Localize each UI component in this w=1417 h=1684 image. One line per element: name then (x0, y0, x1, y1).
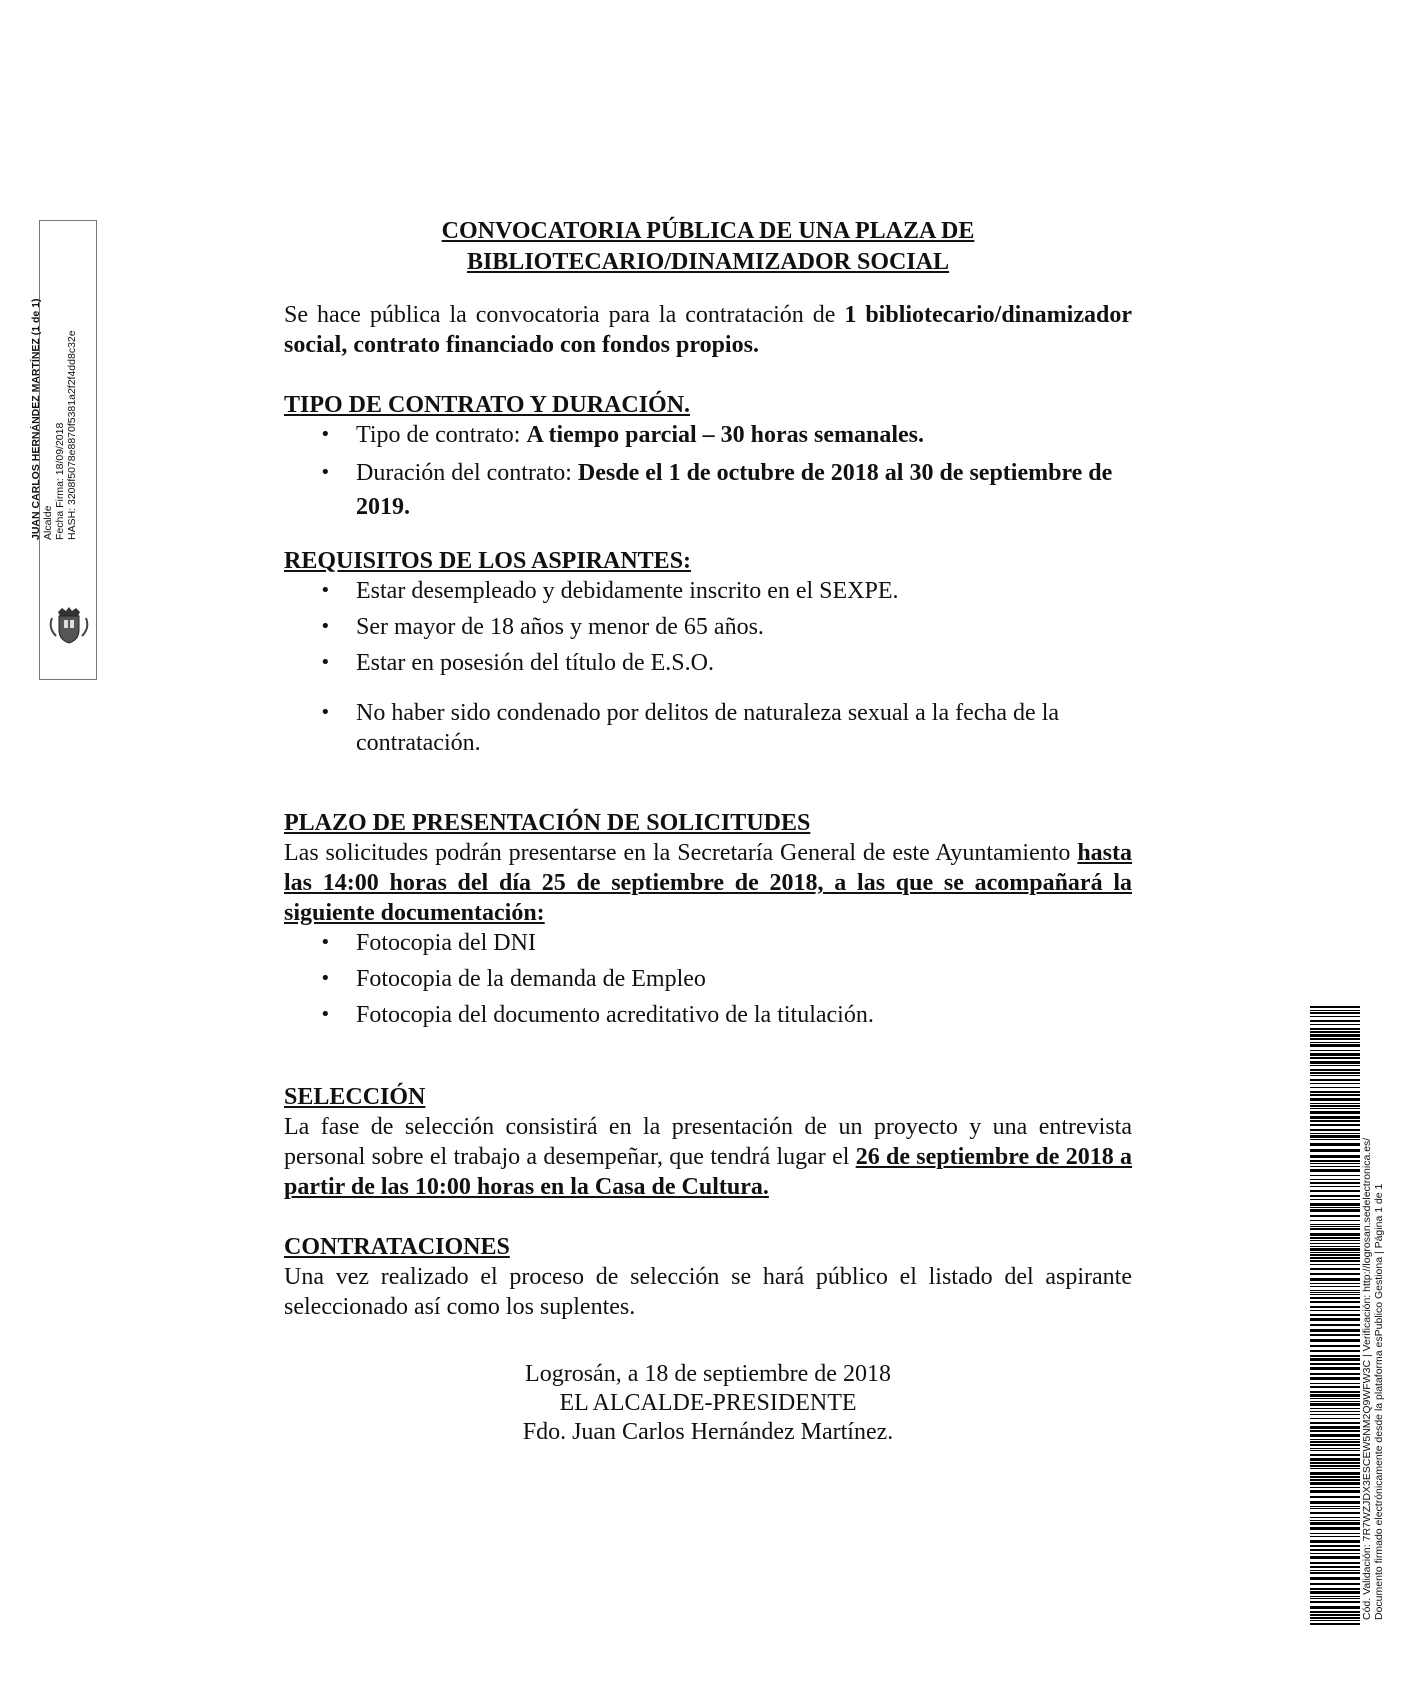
signature-block (284, 1360, 1132, 1447)
signer-title: EL ALCALDE-PRESIDENTE (559, 1390, 857, 1416)
barcode-image (1310, 1006, 1360, 1626)
coat-of-arms-icon (44, 604, 94, 644)
validation-code: Cód. Validación: 7R7WZJDX3ESCEW5NM2Q9WFW3C | Verificación: http://logrosan.sedelectronica.es/ (1361, 1137, 1373, 1620)
section-heading-application-deadline: PLAZO DE PRESENTACIÓN DE SOLICITUDES (284, 810, 811, 836)
contract-type-list (284, 420, 1132, 524)
list-item: • Ser mayor de 18 años y menor de 65 años. (284, 612, 1132, 642)
section-heading-requirements: REQUISITOS DE LOS ASPIRANTES: (284, 548, 692, 574)
list-item: • Fotocopia del DNI (284, 928, 1132, 958)
list-item (284, 420, 1132, 450)
list-item (284, 456, 1132, 524)
deadline-bold-text: hasta las 14:00 horas del día 25 de septiembre de 2018, a las que se acompañará la siguiente documentación: (284, 840, 1132, 926)
intro-paragraph (284, 300, 1132, 360)
list-item: • Estar desempleado y debidamente inscrito en el SEXPE. (284, 576, 1132, 606)
document-title (284, 216, 1132, 278)
signer-role: Alcalde (42, 505, 54, 540)
section-heading-selection: SELECCIÓN (284, 1084, 426, 1110)
signature-date: Fecha Firma: 18/09/2018 (54, 422, 66, 540)
section-heading-hiring: CONTRATACIONES (284, 1234, 510, 1260)
requirements-list (284, 576, 1132, 758)
intro-text: Se hace pública la convocatoria para la contratación de (284, 302, 845, 328)
list-item-label: Tipo de contrato: (356, 422, 527, 448)
place-date: Logrosán, a 18 de septiembre de 2018 (525, 1361, 891, 1387)
list-item-value: A tiempo parcial – 30 horas semanales. (526, 422, 924, 448)
selection-paragraph (284, 1112, 1132, 1202)
validation-text (1361, 1138, 1385, 1620)
validation-platform: Documento firmado electrónicamente desde la plataforma esPublico Gestiona | Página 1 de 1 (1373, 1183, 1385, 1620)
list-item: • Fotocopia del documento acreditativo de la titulación. (284, 1000, 1132, 1030)
selection-text: La fase de selección consistirá en la presentación de un proyecto y una entrevista personal sobre el trabajo a desempeñar, que tendrá lugar el (284, 1114, 1132, 1170)
signature-hash: HASH: 3208f5078e8870f5381a2f2f4dd8c32e (66, 330, 78, 540)
documentation-list (284, 928, 1132, 1030)
deadline-text: Las solicitudes podrán presentarse en la Secretaría General de este Ayuntamiento (284, 840, 1078, 866)
title-line-1: CONVOCATORIA PÚBLICA DE UNA PLAZA DE (441, 218, 975, 244)
hiring-paragraph: Una vez realizado el proceso de selección se hará público el listado del aspirante seleccionado así como los suplentes. (284, 1264, 1132, 1320)
title-line-2: BIBLIOTECARIO/DINAMIZADOR SOCIAL (466, 249, 950, 275)
list-item: • No haber sido condenado por delitos de naturaleza sexual a la fecha de la contratación. (284, 698, 1132, 758)
section-heading-contract-type: TIPO DE CONTRATO Y DURACIÓN. (284, 392, 691, 418)
selection-bold-text: 26 de septiembre de 2018 a partir de las 10:00 horas en la Casa de Cultura. (284, 1144, 1132, 1200)
signed-by: Fdo. Juan Carlos Hernández Martínez. (522, 1419, 894, 1445)
application-deadline-paragraph (284, 838, 1132, 928)
document-body (284, 216, 1132, 1447)
signature-stamp-text (30, 240, 78, 540)
intro-bold-text: 1 bibliotecario/dinamizador social, contrato financiado con fondos propios. (284, 302, 1132, 358)
list-item-value: Desde el 1 de octubre de 2018 al 30 de septiembre de 2019. (356, 460, 1113, 520)
list-item: • Estar en posesión del título de E.S.O. (284, 648, 1132, 678)
signer-name: JUAN CARLOS HERNÁNDEZ MARTÍNEZ (1 de 1) (30, 298, 42, 540)
list-item: • Fotocopia de la demanda de Empleo (284, 964, 1132, 994)
list-item-label: Duración del contrato: (356, 460, 578, 486)
